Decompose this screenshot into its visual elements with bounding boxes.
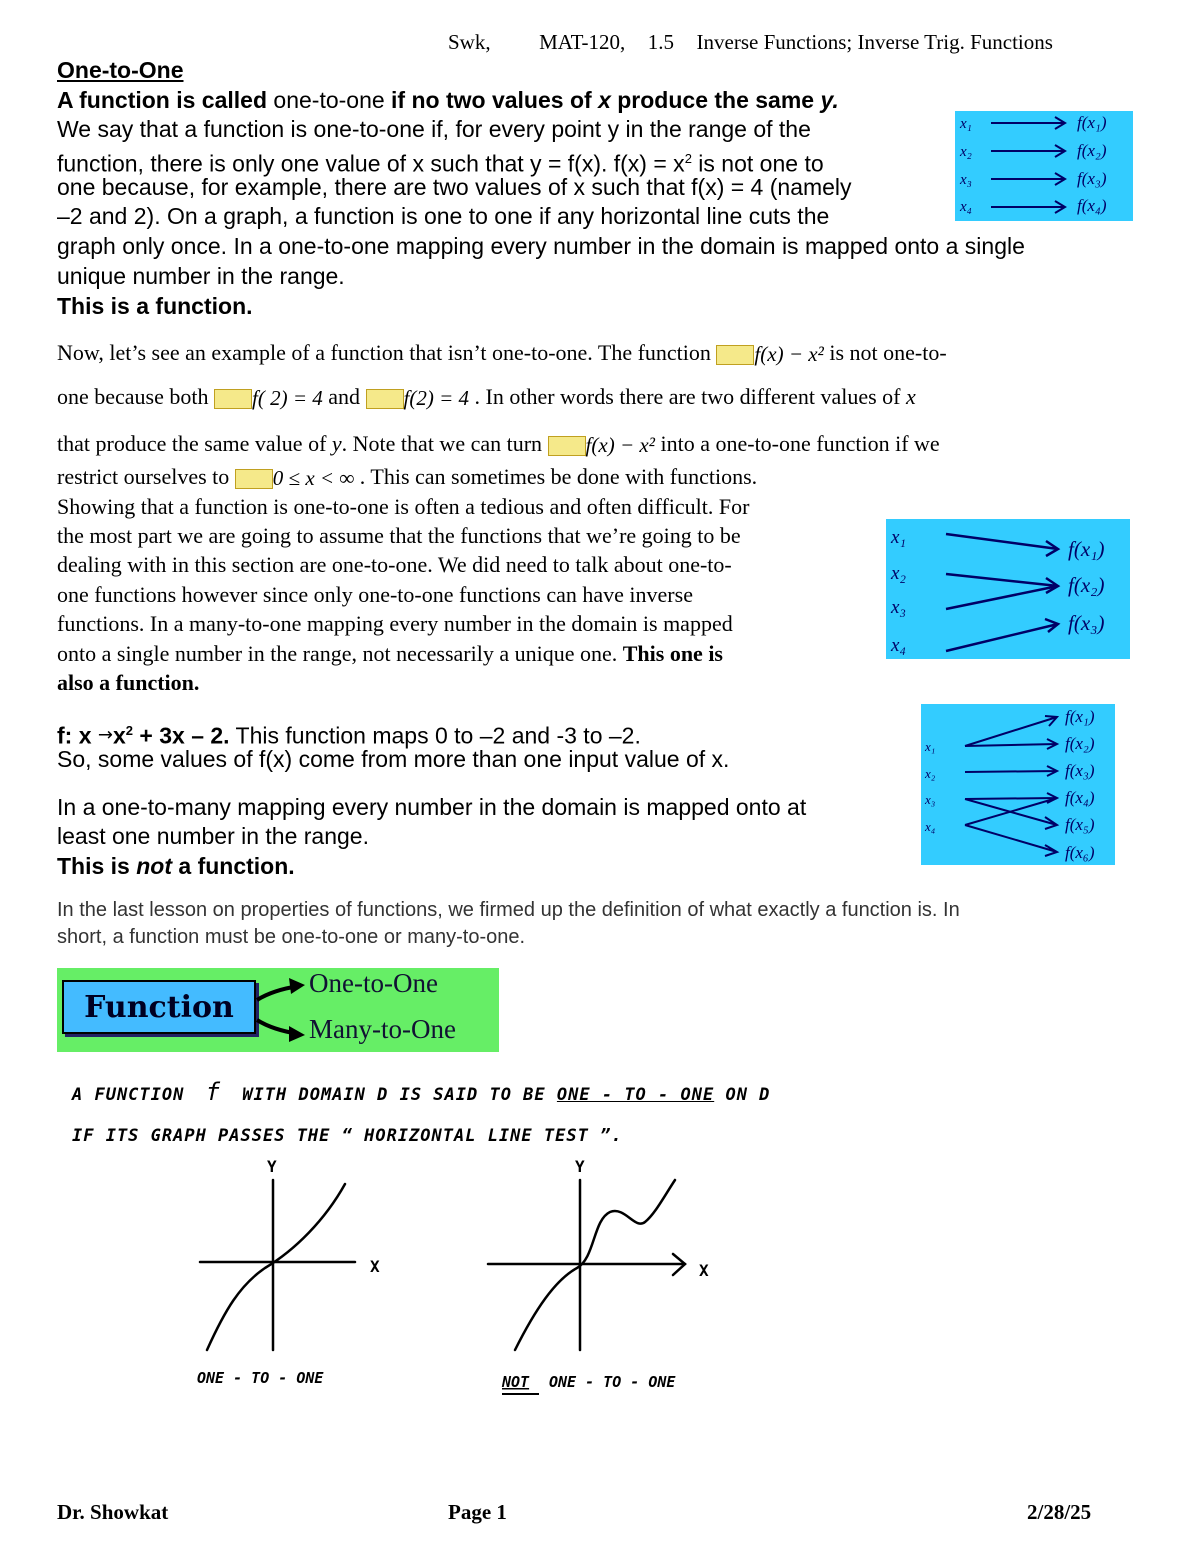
mapping-input: x₃ [891,597,907,618]
equation-placeholder [716,345,754,365]
branch-arrows-icon [253,974,309,1046]
mapping-output: f(x₂) [1065,734,1095,753]
header-author: Swk, [448,30,491,54]
option-many-to-one: Many-to-One [309,1014,456,1044]
mapping-input: x₂ [960,144,972,160]
equation-placeholder [214,389,252,409]
equation-placeholder [548,436,586,456]
example-line: one because both f( 2) = 4 and f(2) = 4 . In other words there are two different values of x [57,384,916,411]
para-line: We say that a function is one-to-one if, for every point y in the range of the [57,116,811,142]
body-line: So, some values of f(x) come from more than one input value of x. [57,746,730,772]
mapping-input: x₄ [925,819,936,834]
footer-date: 2/28/25 [1027,1500,1092,1524]
section-heading: One-to-One [57,57,184,83]
body-line: one functions however since only one-to-one functions can have inverse [57,582,693,607]
header-title: Inverse Functions; Inverse Trig. Functions [696,30,1053,54]
graph-caption: ONE - TO - ONE [549,1373,676,1391]
def-part-d: produce the same [617,87,815,113]
conclusion: This is not a function. [57,853,295,879]
function-label: Function [62,980,256,1034]
y-axis-label: Y [267,1157,277,1176]
mapping-output: f(x₃) [1065,761,1095,780]
definition-line [57,86,839,115]
mapping-output: f(x₁) [1065,707,1095,726]
mapping-input: x₄ [891,635,907,656]
mapping-input: x₂ [925,766,936,781]
summary-line: short, a function must be one-to-one or many-to-one. [57,926,526,948]
body-line: Showing that a function is one-to-one is often a tedious and often difficult. For [57,494,750,519]
mapping-input: x₄ [960,199,972,215]
example-line: that produce the same value of y. Note that we can turn f(x) − x² into a one-to-one function if we [57,431,940,458]
mapping-input: x₂ [891,563,907,584]
page-header [448,30,1053,55]
one-to-many-mapping-diagram [921,704,1115,865]
body-line: onto a single number in the range, not necessarily a unique one. This one is [57,641,723,666]
function-types-banner [57,968,499,1052]
graph-caption: ONE - TO - ONE [197,1369,324,1387]
footer-page: Page 1 [448,1500,507,1524]
summary-line: In the last lesson on properties of functions, we firmed up the definition of what exactly a function is. In [57,899,960,921]
para-line: –2 and 2). On a graph, a function is one to one if any horizontal line cuts the [57,203,830,229]
equation: f( 2) = 4 [252,386,323,411]
curve [207,1184,345,1350]
mapping-output: f(x₅) [1065,815,1095,834]
para-line: function, there is only one value of x such that y = f(x). $f(x) = x^2$ is not one to [57,150,824,177]
header-section: 1.5 [647,30,675,54]
conclusion: This is a function. [57,293,253,319]
para-line: unique number in the range. [57,263,345,289]
equation: f(x) − x² [585,433,655,458]
x-axis-label: X [370,1257,380,1276]
body-line: the most part we are going to assume that the functions that we’re going to be [57,523,741,548]
x-axis-label: X [699,1261,709,1280]
footer-author: Dr. Showkat [57,1500,169,1524]
example-line: restrict ourselves to 0 ≤ x < ∞ . This can sometimes be done with functions. [57,464,758,491]
one-to-one-graph [195,1150,425,1400]
graph-caption-not: NOT [502,1373,530,1391]
mapping-input: x₁ [960,116,972,132]
mapping-output: f(x₂) [1077,141,1107,160]
def-x: x [598,87,611,113]
mapping-output: f(x₄) [1065,788,1095,807]
mapping-output: f(x₄) [1077,196,1107,215]
not-one-to-one-graph [485,1150,725,1400]
mapping-output: f(x₆) [1065,843,1095,862]
y-axis-label: Y [575,1157,585,1176]
one-to-one-mapping-diagram [955,111,1133,221]
body-line: functions. In a many-to-one mapping every number in the domain is mapped [57,611,733,636]
mapping-input: x₁ [891,527,907,548]
para-line: one because, for example, there are two values of x such that f(x) = 4 (namely [57,174,852,200]
handwritten-definition: A FUNCTION f WITH DOMAIN D IS SAID TO BE ONE - TO - ONE ON D [72,1078,771,1106]
body-line: also a function. [57,670,200,695]
def-part-b: one-to-one [273,87,385,113]
def-part-a: A function is called [57,87,268,113]
mapping-output: f(x₁) [1077,113,1107,132]
equation: f(2) = 4 [403,386,470,411]
equation: 0 ≤ x < ∞ [272,466,355,491]
mapping-output: f(x₃) [1068,611,1105,635]
option-one-to-one: One-to-One [309,968,438,998]
mapping-input: x₃ [925,792,936,807]
def-part-c: if no two values of [391,87,592,113]
equation-placeholder [235,469,273,489]
mapping-input: x₃ [960,172,972,188]
para-line: graph only once. In a one-to-one mapping every number in the domain is mapped onto a single [57,233,1025,259]
equation: f(x) − x² [754,342,824,367]
body-line: In a one-to-many mapping every number in the domain is mapped onto at [57,794,807,820]
many-to-one-mapping-diagram [886,519,1130,659]
mapping-output: f(x₁) [1068,537,1105,561]
example-line: Now, let’s see an example of a function that isn’t one-to-one. The function f(x) − x² is not one-to- [57,340,947,367]
def-y: y. [820,87,839,113]
equation-placeholder [366,389,404,409]
handwritten-definition: IF ITS GRAPH PASSES THE “ HORIZONTAL LINE TEST ”. [72,1126,623,1146]
body-line: least one number in the range. [57,823,369,849]
mapping-output: f(x₃) [1077,169,1107,188]
mapping-input: x₁ [925,739,936,754]
header-course: MAT-120, [539,30,626,54]
body-line: dealing with in this section are one-to-one. We did need to talk about one-to- [57,552,732,577]
mapping-output: f(x₂) [1068,573,1105,597]
function-example-line: f: $x \to x^2 + 3x - 2$. This function maps 0 to –2 and -3 to –2. [57,722,641,749]
